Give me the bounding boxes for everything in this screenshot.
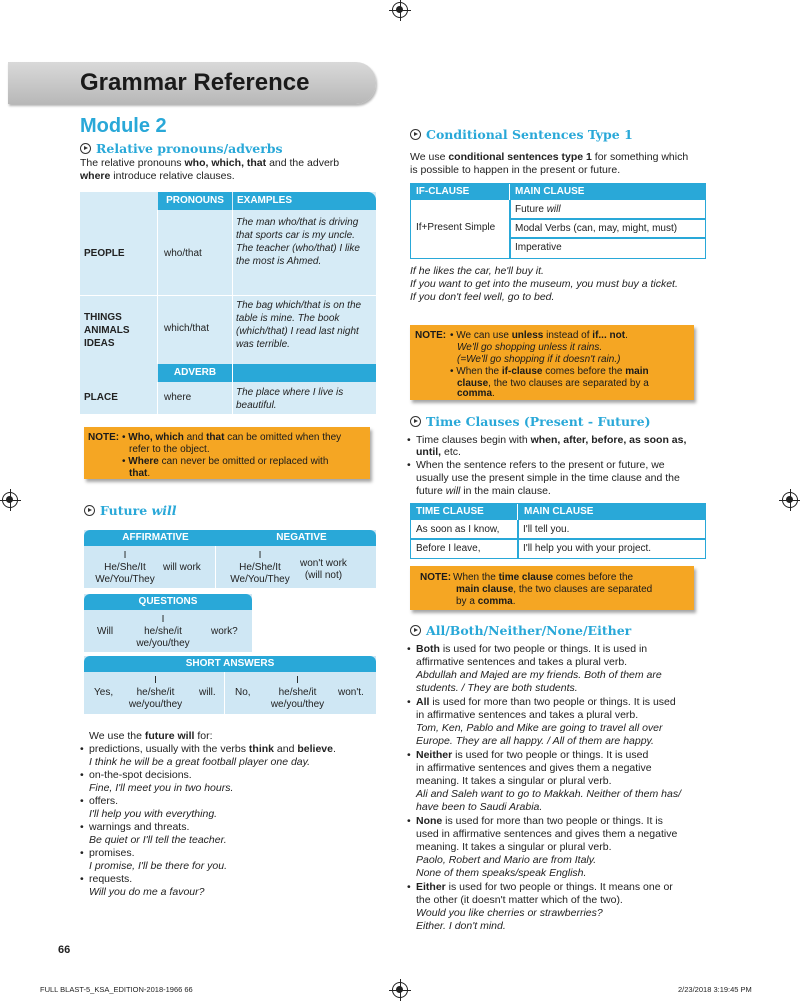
affirmative-header: AFFIRMATIVE xyxy=(84,530,227,546)
header-bar xyxy=(8,62,376,104)
neg-subjects: I He/She/It We/You/They xyxy=(230,550,290,585)
play-icon xyxy=(410,625,421,636)
row-label-things: THINGS ANIMALS IDEAS xyxy=(84,312,130,349)
registration-mark-icon xyxy=(392,2,408,18)
relative-intro: The relative pronouns who, which, that and the adverb where introduce relative clauses. xyxy=(80,157,340,183)
play-icon xyxy=(410,129,421,140)
if-cell: If+Present Simple xyxy=(416,222,496,233)
sa-yes-subjects: I he/she/it we/you/they xyxy=(128,675,183,710)
play-icon xyxy=(84,505,95,516)
note-relative: NOTE: • Who, which and that can be omitted when they refer to the object. • Where can never be omitted or replaced with that. xyxy=(84,427,370,479)
negative-header: NEGATIVE xyxy=(227,530,376,546)
questions-header: QUESTIONS xyxy=(84,594,252,610)
section-heading-future: Future will xyxy=(84,503,177,519)
future-uses-intro: We use the future will for: xyxy=(89,730,213,742)
play-icon xyxy=(80,143,91,154)
registration-mark-icon xyxy=(2,492,18,508)
row-example-people: The man who/that is driving that sports car is my uncle. The teacher (who/that) I like the most is Ahmed. xyxy=(236,217,360,267)
q-will: Will xyxy=(97,626,114,637)
page-number: 66 xyxy=(58,944,71,956)
main-cell-2: Modal Verbs (can, may, might, must) xyxy=(515,223,678,234)
aff-verb: will work xyxy=(163,562,201,573)
section-heading-time: Time Clauses (Present - Future) xyxy=(410,414,651,430)
col-header-examples: EXAMPLES xyxy=(233,192,376,210)
time-bullet-1: • Time clauses begin with when, after, before, as soon as, xyxy=(416,434,686,447)
note-time: NOTE: When the time clause comes before the main clause, the two clauses are separated by a comma. xyxy=(410,566,694,610)
future-use-predictions: • predictions, usually with the verbs think and believe. xyxy=(89,743,336,756)
section-heading-all-both: All/Both/Neither/None/Either xyxy=(410,623,631,639)
page-title: Grammar Reference xyxy=(80,69,310,96)
section-heading-conditional: Conditional Sentences Type 1 xyxy=(410,127,633,143)
col-header-pronouns: PRONOUNS xyxy=(158,192,232,210)
time-clause-table: TIME CLAUSE MAIN CLAUSE As soon as I know, I'll tell you. Before I leave, I'll help you with your project. xyxy=(410,503,706,559)
row-label-people: PEOPLE xyxy=(84,248,125,259)
footer-date: 2/23/2018 3:19:45 PM xyxy=(678,985,752,994)
conditional-intro: We use conditional sentences type 1 for something which is possible to happen in the present or future. xyxy=(410,151,689,177)
row-example-place: The place where I live is beautiful. xyxy=(236,387,344,411)
row-example-things: The bag which/that is on the table is mine. The book (which/that) I read last night was terrible. xyxy=(236,300,362,350)
q-verb: work? xyxy=(211,626,238,637)
footer-file-info: FULL BLAST-5_KSA_EDITION-2018-1966 66 xyxy=(40,985,193,994)
registration-mark-icon xyxy=(392,982,408,998)
row-label-place: PLACE xyxy=(84,392,118,403)
main-cell-1: Future will xyxy=(515,204,561,215)
col-header-adverb: ADVERB xyxy=(158,364,232,382)
row-word-place: where xyxy=(164,392,192,403)
play-icon xyxy=(410,416,421,427)
main-cell-3: Imperative xyxy=(515,242,562,253)
conditional-table: IF-CLAUSE MAIN CLAUSE If+Present Simple Future will Modal Verbs (can, may, might, must) Imperative xyxy=(410,183,706,259)
section-heading-relative: Relative pronouns/adverbs xyxy=(80,141,283,157)
relative-pronouns-table xyxy=(80,192,376,414)
note-conditional: NOTE: • We can use unless instead of if... not. We'll go shopping unless it rains. (=We'll go shopping if it doesn't rain.) • When the if-clause comes before the main clause, the two clauses are separated by a comma. xyxy=(410,325,694,400)
short-answers-header: SHORT ANSWERS xyxy=(84,656,376,672)
sa-no-subjects: I he/she/it we/you/they xyxy=(270,675,325,710)
registration-mark-icon xyxy=(782,492,798,508)
module-title: Module 2 xyxy=(80,115,167,137)
neg-verb: won't work (will not) xyxy=(300,558,347,581)
row-word-people: who/that xyxy=(164,248,202,259)
aff-subjects: I He/She/It We/You/They xyxy=(95,550,155,585)
row-word-things: which/that xyxy=(164,323,210,334)
q-subjects: I he/she/it we/you/they xyxy=(136,614,190,649)
